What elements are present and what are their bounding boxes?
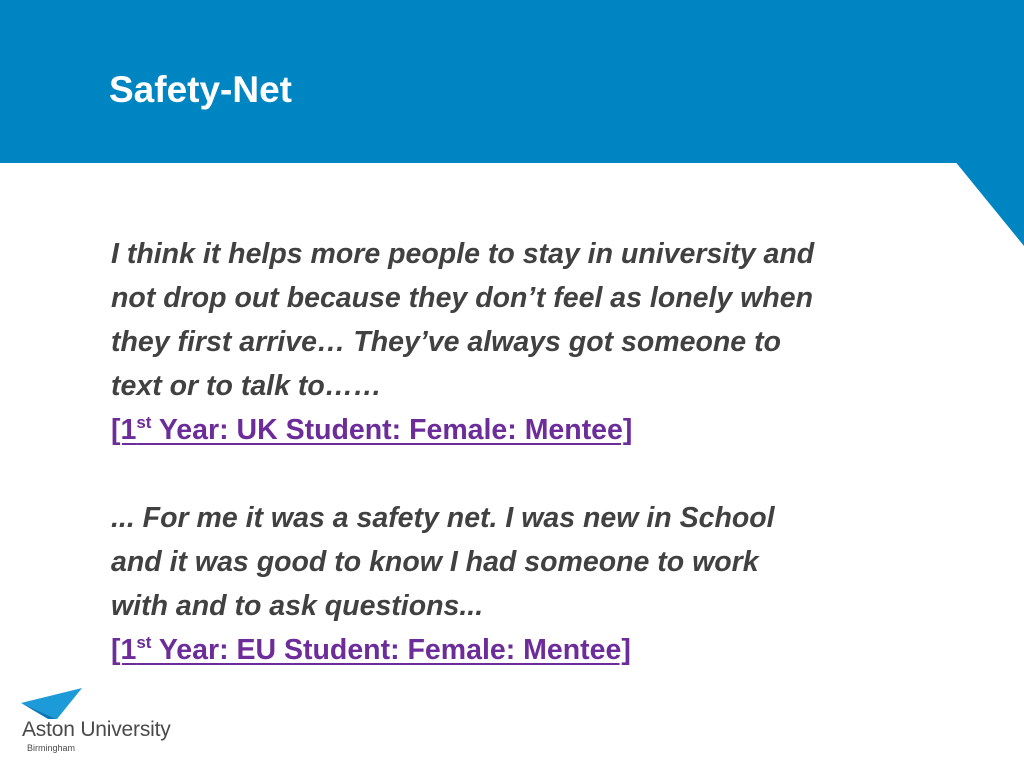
quote-spacer <box>111 452 971 496</box>
attribution-ordinal-eu: st <box>136 633 152 652</box>
logo-university-name: Aston University <box>22 718 171 741</box>
quote-block-uk <box>111 232 971 452</box>
logo-city: Birmingham <box>27 743 76 753</box>
quote-text-uk: I think it helps more people to stay in university and not drop out because they don’t feel as lonely when they first arrive… They’ve always got someone to text or to talk to…… <box>111 238 815 402</box>
attribution-close-eu: Year: EU Student: Female: Mentee] <box>151 634 631 666</box>
quote-list <box>111 232 971 672</box>
student-attribution-link-eu[interactable] <box>111 628 631 672</box>
slide-title: Safety-Net <box>109 69 292 110</box>
student-attribution-link-uk[interactable] <box>111 408 632 452</box>
attribution-open-uk: [1 <box>111 414 137 446</box>
aston-university-triangle-logo-icon <box>21 688 83 720</box>
quote-block-eu <box>111 496 971 672</box>
attribution-ordinal-uk: st <box>136 413 152 432</box>
attribution-close-uk: Year: UK Student: Female: Mentee] <box>151 414 633 446</box>
quote-text-eu: ... For me it was a safety net. I was new in School and it was good to know I had someone to work with and to ask questions... <box>111 502 775 622</box>
aston-university-logo <box>21 688 181 758</box>
attribution-open-eu: [1 <box>111 634 137 666</box>
